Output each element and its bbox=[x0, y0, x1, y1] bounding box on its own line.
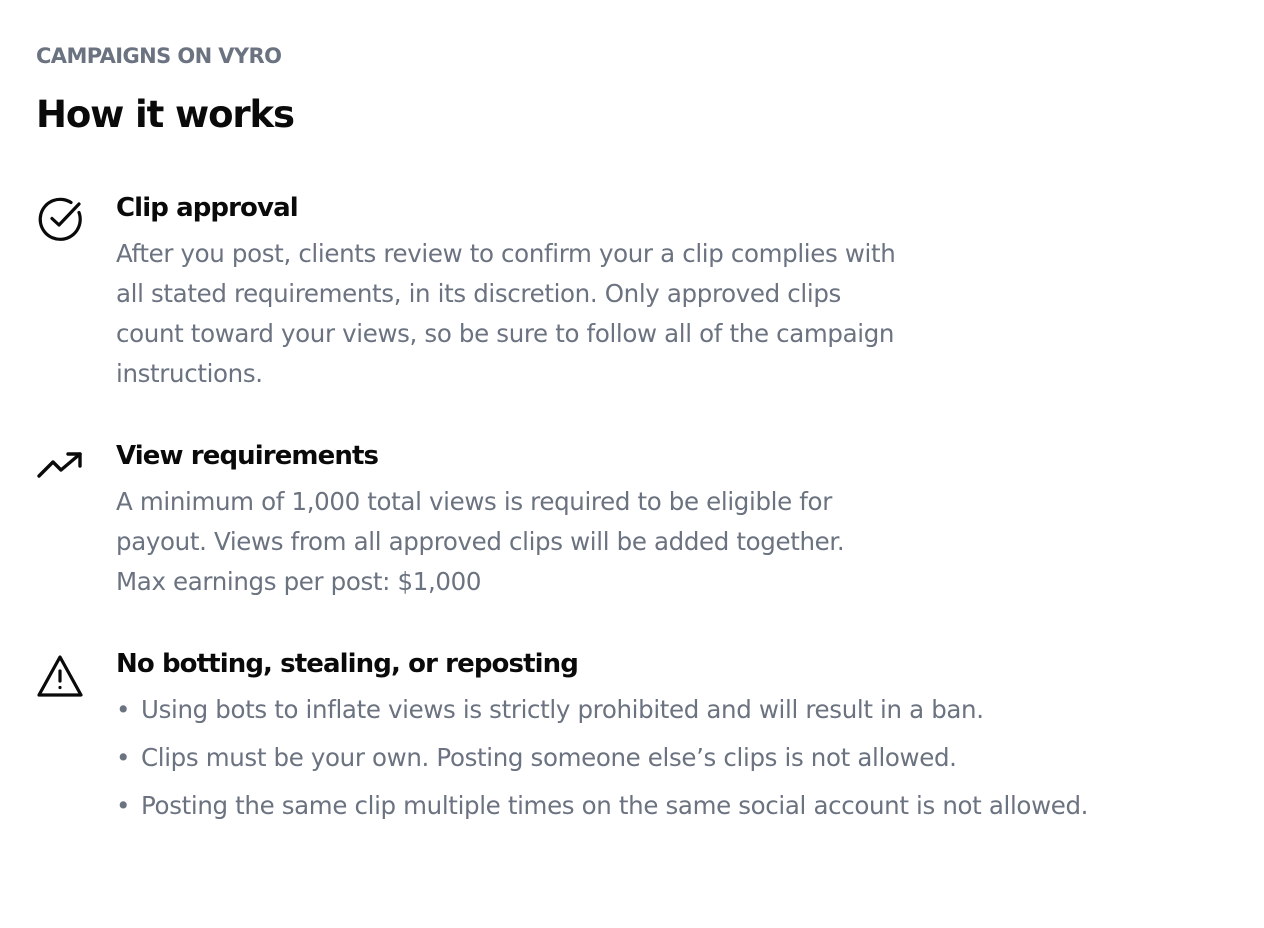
warning-triangle-icon bbox=[36, 652, 84, 700]
list-item: • Using bots to inflate views is strictly prohibited and will result in a ban. bbox=[116, 690, 1151, 730]
description-line: payout. Views from all approved clips will be added together. bbox=[116, 527, 845, 556]
info-item-body bbox=[116, 192, 1226, 394]
page-title: How it works bbox=[36, 93, 294, 136]
info-item-body bbox=[116, 648, 1226, 834]
info-item-body bbox=[116, 440, 1226, 602]
list-item: • Posting the same clip multiple times on the same social account is not allowed. bbox=[116, 786, 1151, 826]
description-line: instructions. bbox=[116, 359, 263, 388]
info-item-description bbox=[116, 482, 1046, 602]
description-line: count toward your views, so be sure to follow all of the campaign bbox=[116, 319, 895, 348]
check-circle-icon bbox=[36, 194, 84, 242]
trending-up-icon bbox=[36, 442, 84, 490]
description-line: Max earnings per post: $1,000 bbox=[116, 567, 482, 596]
info-item-title: Clip approval bbox=[116, 193, 298, 223]
section-eyebrow: CAMPAIGNS ON VYRO bbox=[36, 44, 282, 68]
rules-list bbox=[116, 690, 1226, 826]
info-item-title: View requirements bbox=[116, 441, 379, 471]
list-item: • Clips must be your own. Posting someone else’s clips is not allowed. bbox=[116, 738, 1151, 778]
info-item-description bbox=[116, 234, 1046, 394]
description-line: A minimum of 1,000 total views is required to be eligible for bbox=[116, 487, 832, 516]
description-line: After you post, clients review to confirm your a clip complies with bbox=[116, 239, 896, 268]
description-line: all stated requirements, in its discretion. Only approved clips bbox=[116, 279, 841, 308]
info-item-title: No botting, stealing, or reposting bbox=[116, 649, 578, 679]
